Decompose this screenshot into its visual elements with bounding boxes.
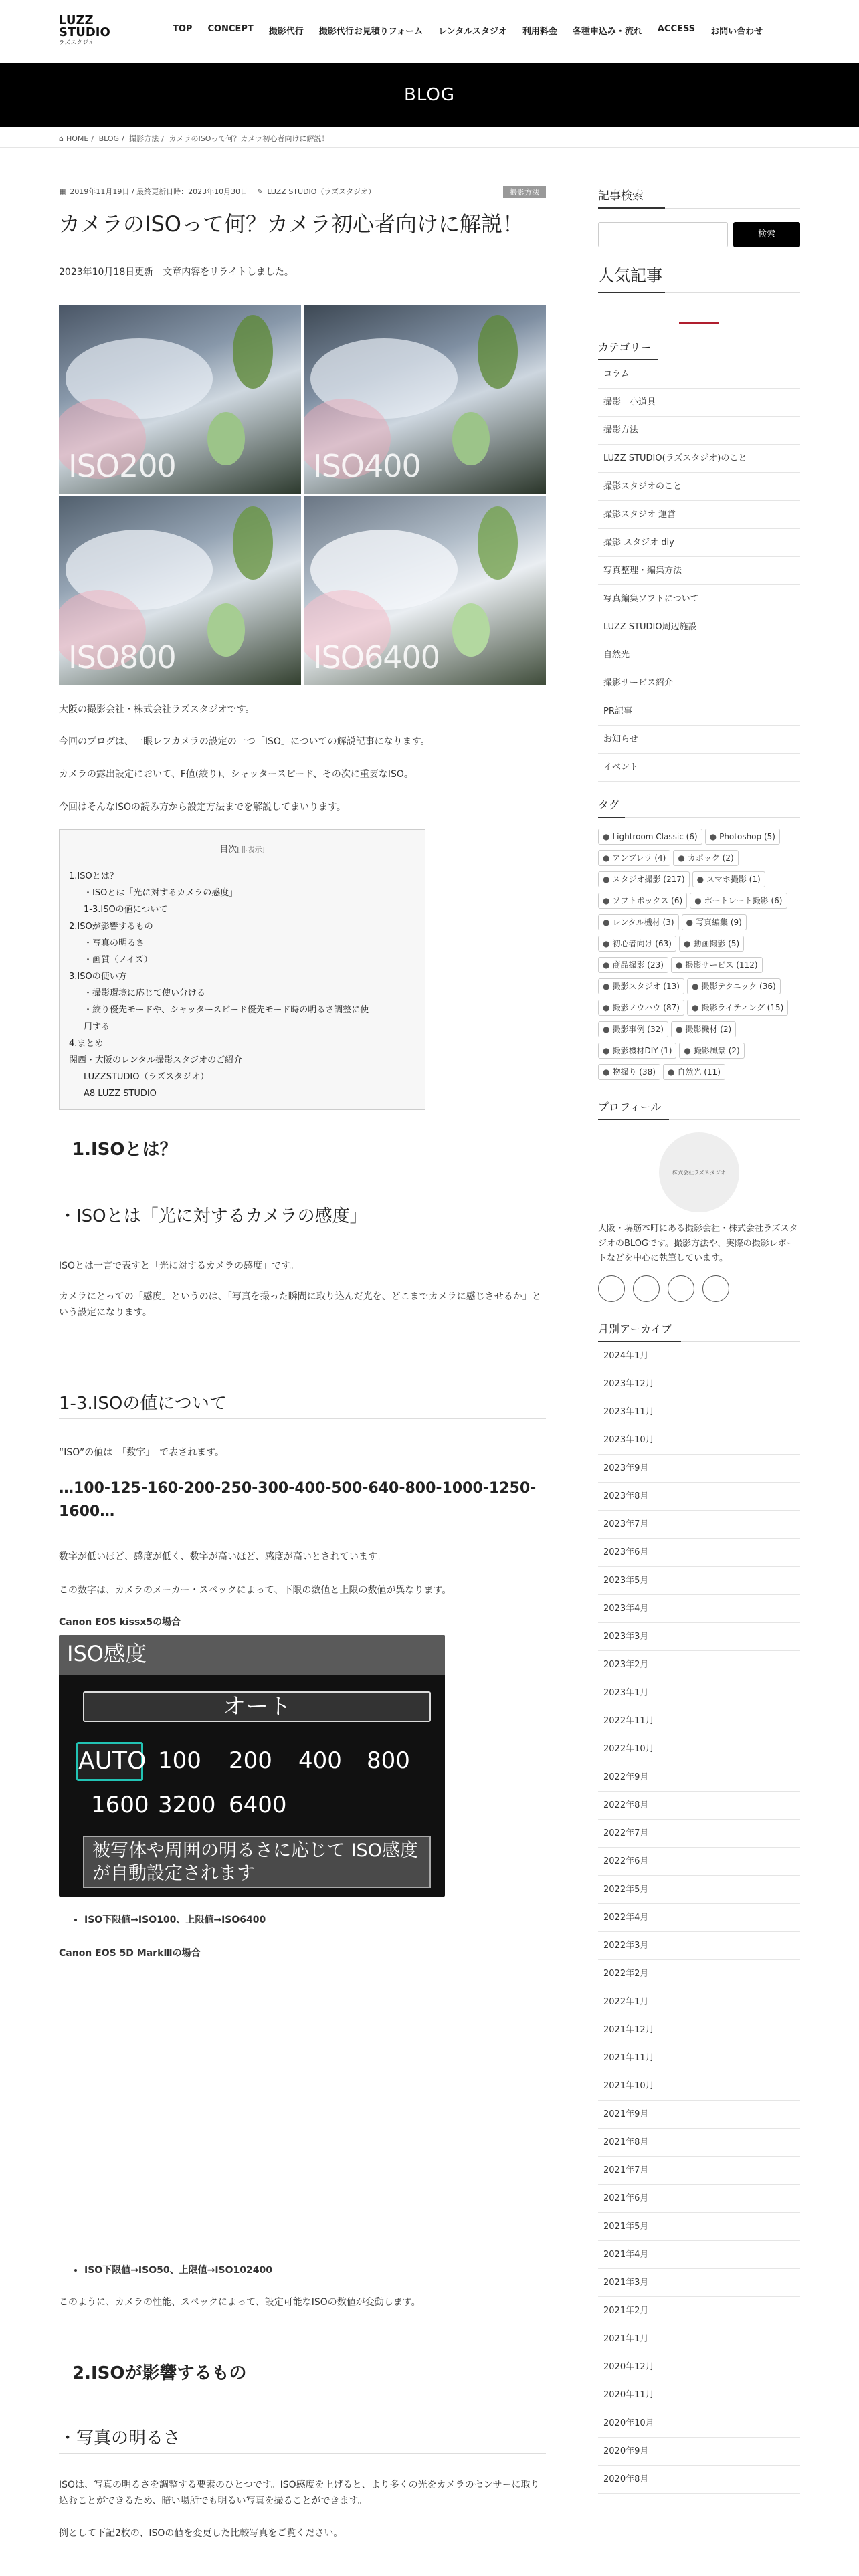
divider [59,1418,546,1419]
tag-label: 撮影機材 (2) [685,1025,732,1034]
archive-widget-title: 月別アーカイブ [598,1323,672,1336]
iso-label: ISO200 [68,448,176,484]
tag-label: ソフトボックス (6) [612,896,683,905]
iso-label: ISO800 [68,639,176,675]
archive-item[interactable]: 2023年3月 [598,1623,800,1651]
brightness-explanation: ISOは、写真の明るさを調整する要素のひとつです。ISO感度を上げると、より多くの光をカメラのセンサーに取り込むことができるため、暗い場所でも明るい写真を撮ることができます。 [59,2480,540,2506]
breadcrumb-blog[interactable]: BLOG [98,134,120,143]
tag-label: 動画撮影 (5) [693,939,740,948]
social-icon[interactable] [633,1275,660,1302]
toc-header [60,842,425,855]
archive-item[interactable]: 2022年1月 [598,1988,800,2016]
logo-line1: LUZZ [59,13,94,27]
tag-icon: ● [694,896,702,905]
tag-item[interactable] [673,850,738,866]
category-item[interactable]: 撮影 スタジオ diy [598,529,800,557]
tag-item[interactable] [692,871,765,887]
tag-item[interactable] [598,914,679,930]
camera-iso-screen-image [59,1635,445,1897]
toc-item[interactable]: 1.ISOとは？ [69,871,118,881]
profile-avatar-text: 株式会社ラズスタジオ [672,1169,726,1176]
section-heading-2: 2.ISOが影響するもの [72,2363,247,2383]
nav-pricing[interactable]: 利用料金 [522,27,557,37]
cam-iso-option: 400 [298,1747,342,1774]
tag-label: 撮影ライティング (15) [701,1003,784,1012]
tag-label: 初心者向け (63) [612,939,672,948]
intro-paragraph-4: 今回はそんなISOの読み方から設定方法までを解説してまいります。 [59,802,346,813]
toc-item[interactable]: LUZZSTUDIO（ラズスタジオ） [84,1072,209,1082]
archive-item[interactable]: 2023年8月 [598,1483,800,1511]
archive-item[interactable]: 2020年10月 [598,2409,800,2438]
toc-item[interactable]: A8 LUZZ STUDIO [84,1089,157,1099]
profile-avatar [659,1132,739,1212]
brightness-example-intro: 例として下記2枚の、ISOの値を変更した比較写真をご覧ください。 [59,2528,343,2539]
iso-definition: ISOとは一言で表すと「光に対するカメラの感度」です。 [59,1261,299,1271]
tag-item[interactable] [598,871,690,887]
category-item[interactable]: 写真整理・編集方法 [598,557,800,585]
nav-application[interactable]: 各種申込み・流れ [572,27,642,37]
archive-item[interactable]: 2020年11月 [598,2381,800,2409]
tag-item[interactable] [679,936,744,952]
logo-line2: STUDIO [59,25,110,39]
tag-icon: ● [603,960,610,970]
toc-item[interactable]: 4.まとめ [69,1039,104,1049]
tag-label: 撮影スタジオ (13) [612,982,680,991]
breadcrumb-home[interactable]: HOME [66,134,89,143]
cam-screen-title: ISO感度 [59,1635,445,1675]
cam-auto-option: AUTO [76,1742,143,1781]
cam-iso-option: 800 [367,1747,410,1774]
tag-item[interactable] [598,978,684,994]
archive-item[interactable]: 2021年8月 [598,2129,800,2157]
cam-auto-bar: オート [83,1691,431,1722]
cam-screen-note: 被写体や周囲の明るさに応じて ISO感度が自動設定されます [83,1836,431,1888]
nav-photo-service[interactable]: 撮影代行 [268,27,304,37]
tag-label: カポック (2) [687,853,734,863]
archive-item[interactable]: 2022年11月 [598,1707,800,1735]
breadcrumb-current: カメラのISOって何？カメラ初心者向けに解説！ [169,134,329,143]
calendar-icon: ▦ [59,187,66,196]
nav-estimate-form[interactable]: 撮影代行お見積りフォーム [318,27,423,37]
subsection-heading-3: ・写真の明るさ [59,2428,181,2448]
tag-icon: ● [603,853,610,863]
tag-label: スタジオ撮影 (217) [612,875,685,884]
nav-top[interactable]: TOP [173,24,193,34]
toc-item[interactable]: ・画質（ノイズ） [84,955,153,965]
tag-icon: ● [675,1025,683,1034]
divider [598,1341,800,1342]
archive-item[interactable]: 2021年1月 [598,2325,800,2353]
cam-iso-option: 1600 [91,1792,149,1818]
breadcrumb: ⌂ HOME / BLOG / 撮影方法 / カメラのISOって何？カメラ初心者向けに解説！ [59,134,329,143]
page-title: BLOG [403,85,455,105]
archive-item[interactable]: 2021年6月 [598,2185,800,2213]
photo-iso400 [304,305,546,494]
iso-range-explanation: この数字は、カメラのメーカー・スペックによって、下限の数値と上限の数値が異なります。 [59,1585,452,1596]
canon-5d-label: Canon EOS 5D MarkⅢの場合 [59,1948,201,1959]
cam-iso-option: 3200 [158,1792,216,1818]
category-item[interactable]: PR記事 [598,697,800,726]
iso-range-list-2 [84,2263,546,2279]
profile-text: 大阪・堺筋本町にある撮影会社・株式会社ラズスタジオのBLOGです。撮影方法や、実際の撮影レポートなどを中心に執筆しています。 [598,1224,798,1264]
tag-label: 撮影事例 (32) [612,1025,664,1034]
archive-item[interactable]: 2021年7月 [598,2157,800,2185]
tag-label: 自然光 (11) [677,1067,721,1077]
divider [598,1119,800,1120]
archive-item[interactable]: 2020年9月 [598,2438,800,2466]
tag-icon: ● [603,918,610,927]
tag-icon: ● [603,939,610,948]
toc-item[interactable]: 用する [84,1022,110,1032]
tag-label: Lightroom Classic (6) [612,832,698,841]
tag-label: 商品撮影 (23) [612,960,664,970]
category-item[interactable]: LUZZ STUDIO(ラズスタジオ)のこと [598,445,800,473]
tag-item[interactable] [598,893,687,909]
site-logo[interactable] [59,15,112,45]
archive-item[interactable]: 2021年3月 [598,2269,800,2297]
home-icon: ⌂ [59,134,64,143]
tag-item[interactable] [598,936,676,952]
tag-icon: ● [683,939,691,948]
toc-item[interactable]: 2.ISOが影響するもの [69,922,153,932]
tag-item[interactable] [663,1064,725,1080]
tag-item[interactable] [598,1043,676,1059]
logo-line3: ラズスタジオ [59,39,95,45]
tag-icon: ● [603,1067,610,1077]
tag-label: アンブレラ (4) [612,853,666,863]
tag-icon: ● [696,875,704,884]
archive-item[interactable]: 2022年7月 [598,1820,800,1848]
tag-icon: ● [675,960,683,970]
category-item[interactable]: コラム [598,360,800,389]
tag-item[interactable] [598,829,702,845]
intro-paragraph-1: 大阪の撮影会社・株式会社ラズスタジオです。 [59,704,255,715]
archive-item[interactable]: 2022年4月 [598,1904,800,1932]
archive-item[interactable]: 2023年5月 [598,1567,800,1595]
photo-iso200 [59,305,301,494]
archive-item[interactable]: 2020年12月 [598,2353,800,2381]
iso-value-explanation: 数字が低いほど、感度が低く、数字が高いほど、感度が高いとされています。 [59,1551,386,1562]
profile-widget-title: プロフィール [598,1101,662,1113]
iso-comparison-image [59,305,546,684]
tag-icon: ● [691,1003,699,1012]
article [59,186,546,281]
social-icon[interactable] [668,1275,694,1302]
search-form [598,222,800,247]
archive-item[interactable]: 2023年12月 [598,1370,800,1398]
loading-indicator [679,322,719,324]
archive-item[interactable]: 2021年2月 [598,2297,800,2325]
tag-item[interactable] [679,1043,744,1059]
divider [59,2453,546,2454]
toc-item[interactable]: ・写真の明るさ [84,938,145,948]
category-item[interactable]: 撮影スタジオ 運営 [598,501,800,529]
iso-range-list-1 [84,1913,546,1929]
archive-item[interactable]: 2022年5月 [598,1876,800,1904]
nav-concept[interactable]: CONCEPT [207,24,254,34]
toc-item[interactable]: 1-3.ISOの値について [84,905,168,915]
iso-value-sequence: …100-125-160-200-250-300-400-500-640-800-1000-1250-1600… [59,1480,537,1521]
intro-paragraph-3: カメラの露出設定において、F値(絞り)、シャッタースピード、その次に重要なISO。 [59,769,413,780]
tag-item[interactable] [687,978,781,994]
photo-iso6400 [304,496,546,685]
archive-item[interactable]: 2022年9月 [598,1763,800,1792]
section-heading-1: 1.ISOとは？ [72,1140,177,1160]
search-input[interactable] [598,222,728,247]
tag-label: スマホ撮影 (1) [706,875,761,884]
divider [598,208,800,209]
tag-item[interactable] [598,1021,668,1037]
archive-item[interactable]: 2021年5月 [598,2213,800,2241]
tag-label: ポートレート撮影 (6) [704,896,783,905]
category-widget-title: カテゴリー [598,341,652,354]
canon-kiss-label: Canon EOS kissx5の場合 [59,1617,181,1628]
tag-icon: ● [603,1025,610,1034]
nav-rental-studio[interactable]: レンタルスタジオ [438,27,507,37]
tag-label: 撮影テクニック (36) [701,982,776,991]
tag-item[interactable] [682,914,747,930]
popular-widget-title: 人気記事 [598,266,662,285]
post-meta [59,186,546,197]
category-item[interactable]: 撮影方法 [598,417,800,445]
post-author[interactable]: LUZZ STUDIO（ラズスタジオ） [267,187,376,196]
tag-label: レンタル機材 (3) [612,918,674,927]
tag-label: 撮影ノウハウ (87) [612,1003,680,1012]
pencil-icon: ✎ [257,187,264,196]
tag-item[interactable] [705,829,780,845]
iso-sensitivity-explanation: カメラにとっての「感度」というのは、「写真を撮った瞬間に取り込んだ光を、どこまでカメラに感じさせるか」という設定になります。 [59,1291,541,1318]
toc-item[interactable]: 3.ISOの使い方 [69,972,127,982]
table-of-contents [59,829,425,1110]
post-meta-row [59,186,546,198]
tag-label: 写真編集 (9) [696,918,742,927]
tag-icon: ● [684,1046,691,1055]
archive-item[interactable]: 2023年10月 [598,1426,800,1455]
archive-item[interactable]: 2023年1月 [598,1679,800,1707]
update-note: 2023年10月18日更新 文章内容をリライトしました。 [59,267,294,278]
toc-item[interactable]: ・撮影環境に応じて使い分ける [84,988,206,998]
nav-access[interactable]: ACCESS [657,24,696,34]
archive-item[interactable]: 2024年1月 [598,1342,800,1370]
cam-iso-option: 100 [158,1747,201,1774]
archive-item[interactable]: 2023年11月 [598,1398,800,1426]
tag-label: Photoshop (5) [719,832,775,841]
list-item: • ISO下限値→ISO50、上限値→ISO102400 [84,2263,546,2279]
subsection-heading-1: ・ISOとは「光に対するカメラの感度」 [59,1206,367,1226]
tag-label: 撮影機材DIY (1) [612,1046,672,1055]
toc-toggle[interactable]: [非表示] [237,845,265,854]
category-item[interactable]: 写真編集ソフトについて [598,585,800,613]
toc-item[interactable]: ・絞り優先モードや、シャッタースピード優先モード時の明るさ調整に使 [84,1005,369,1015]
nav-contact[interactable]: お問い合わせ [710,27,763,37]
iso-range-summary: このように、カメラの性能、スペックによって、設定可能なISOの数値が変動します。 [59,2297,421,2308]
archive-item[interactable]: 2021年4月 [598,2241,800,2269]
divider [0,147,859,148]
toc-item[interactable]: 関西・大阪のレンタル撮影スタジオのご紹介 [69,1055,243,1065]
archive-item[interactable]: 2021年12月 [598,2016,800,2044]
divider [598,817,800,818]
archive-item[interactable]: 2023年7月 [598,1511,800,1539]
toc-title: 目次 [219,845,237,855]
tag-item[interactable] [598,1000,684,1016]
category-item[interactable]: お知らせ [598,726,800,754]
tag-icon: ● [603,832,610,841]
tag-icon: ● [678,853,685,863]
sidebar [598,186,800,2494]
photo-iso800 [59,496,301,685]
tag-icon: ● [603,875,610,884]
tag-item[interactable] [598,957,668,973]
tag-label: 撮影サービス (112) [685,960,758,970]
tag-item[interactable] [598,1064,660,1080]
tag-icon: ● [686,918,694,927]
category-list [598,360,800,782]
search-button[interactable]: 検索 [733,222,800,247]
archive-item[interactable]: 2023年2月 [598,1651,800,1679]
iso-label: ISO400 [313,448,421,484]
main-nav [173,24,778,37]
tag-item[interactable] [671,957,763,973]
tag-icon: ● [691,982,699,991]
tag-item[interactable] [690,893,787,909]
tag-icon: ● [603,1003,610,1012]
tag-icon: ● [603,982,610,991]
archive-list [598,1342,800,2494]
cam-iso-option: 200 [229,1747,272,1774]
category-item[interactable]: 撮影スタジオのこと [598,473,800,501]
intro-paragraph-2: 今回のブログは、一眼レフカメラの設定の一つ「ISO」についての解説記事になります。 [59,736,430,747]
archive-item[interactable]: 2021年9月 [598,2101,800,2129]
category-item[interactable]: イベント [598,754,800,782]
archive-item[interactable]: 2021年11月 [598,2044,800,2072]
page-banner [0,63,859,127]
category-item[interactable]: 撮影 小道具 [598,389,800,417]
tag-icon: ● [667,1067,675,1077]
archive-item[interactable]: 2023年6月 [598,1539,800,1567]
toc-item[interactable]: ・ISOとは「光に対するカメラの感度」 [84,888,238,898]
archive-item[interactable]: 2022年2月 [598,1960,800,1988]
category-badge[interactable]: 撮影方法 [503,186,546,198]
tag-item[interactable] [671,1021,736,1037]
subsection-heading-2: 1-3.ISOの値について [59,1394,227,1414]
tag-icon: ● [603,1046,610,1055]
search-widget-title: 記事検索 [598,189,644,203]
archive-item[interactable]: 2023年9月 [598,1455,800,1483]
archive-item[interactable]: 2022年10月 [598,1735,800,1763]
site-header [0,0,859,63]
divider [598,292,800,293]
tag-widget-title: タグ [598,798,620,811]
social-icon[interactable] [598,1275,625,1302]
category-item[interactable]: 撮影サービス紹介 [598,669,800,697]
archive-item[interactable]: 2023年4月 [598,1595,800,1623]
toc-list [69,868,425,1102]
tag-item[interactable] [687,1000,788,1016]
archive-item[interactable]: 2022年8月 [598,1792,800,1820]
archive-item[interactable]: 2020年8月 [598,2466,800,2494]
archive-item[interactable]: 2022年6月 [598,1848,800,1876]
category-item[interactable]: 自然光 [598,641,800,669]
cam-iso-option: 6400 [229,1792,287,1818]
tag-cloud [598,829,800,1085]
archive-item[interactable]: 2022年3月 [598,1932,800,1960]
category-item[interactable]: LUZZ STUDIO周辺施設 [598,613,800,641]
list-item: • ISO下限値→ISO100、上限値→ISO6400 [84,1913,546,1929]
social-links [598,1275,800,1302]
iso-value-intro: “ISO”の値は 「数字」 で表されます。 [59,1447,225,1458]
social-icon[interactable] [702,1275,729,1302]
tag-label: 撮影風景 (2) [693,1046,740,1055]
post-date: 2019年11月19日 / 最終更新日時：2023年10月30日 [70,187,248,196]
post-title: カメラのISOって何？カメラ初心者向けに解説！ [59,211,524,237]
tag-icon: ● [603,896,610,905]
tag-item[interactable] [598,850,670,866]
tag-icon: ● [709,832,717,841]
tag-label: 物撮り (38) [612,1067,656,1077]
breadcrumb-category[interactable]: 撮影方法 [129,134,159,143]
iso-label: ISO6400 [313,639,440,675]
archive-item[interactable]: 2021年10月 [598,2072,800,2101]
